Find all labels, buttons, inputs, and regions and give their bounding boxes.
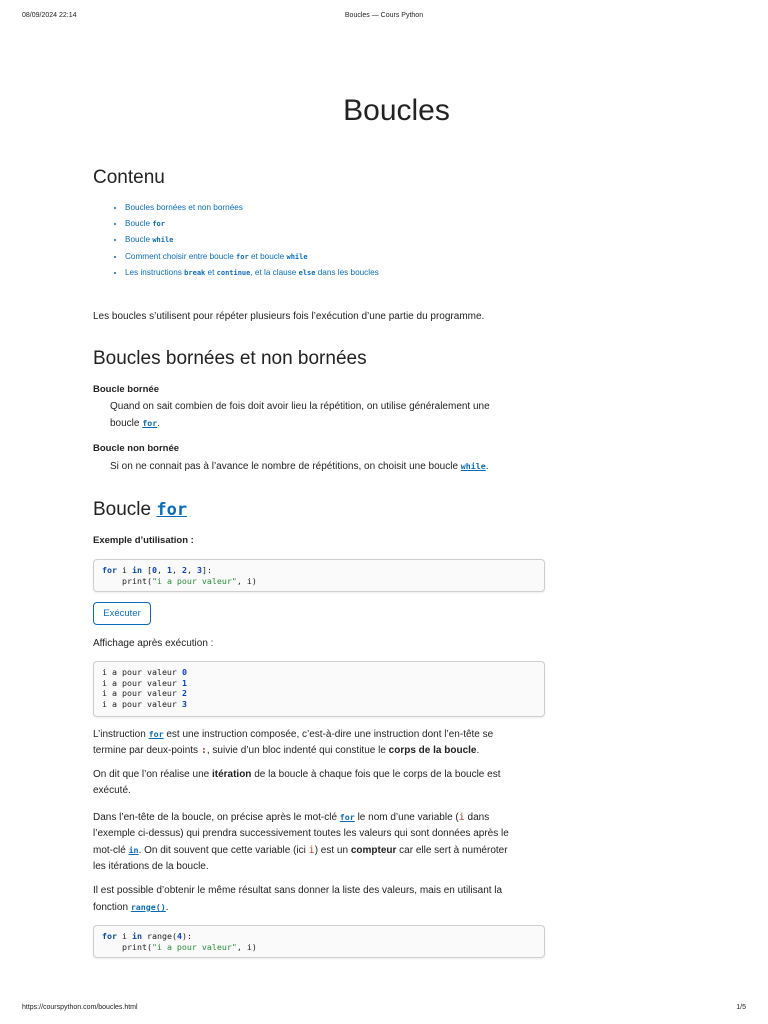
- p-text: mot-clé: [93, 845, 129, 856]
- p-bold: itération: [211, 769, 252, 780]
- p-text: est une instruction composée, c’est-à-dire une instruction dont l’en-tête se: [163, 729, 494, 740]
- code-num: 2: [182, 565, 187, 575]
- var-code: i: [458, 812, 465, 823]
- paragraph-counter: [93, 809, 553, 875]
- term-bounded: Boucle bornée: [93, 384, 159, 395]
- output-line: [102, 678, 536, 689]
- code-string: "i a pour valeur": [151, 575, 237, 586]
- code-kw: in: [132, 931, 142, 941]
- output-block: [93, 661, 545, 717]
- p-text: dans: [464, 812, 490, 823]
- toc-link-code: for: [152, 220, 165, 229]
- range-link[interactable]: range(): [130, 902, 166, 912]
- p-text: Dans l’en-tête de la boucle, on précise après le mot-clé: [93, 812, 340, 823]
- output-num: 3: [181, 698, 187, 709]
- def-bounded-line2: [110, 415, 160, 432]
- for-link[interactable]: for: [142, 418, 158, 428]
- output-line: [102, 699, 536, 710]
- p-bold: compteur: [350, 845, 397, 856]
- p-text: , suivie d’un bloc indenté qui constitue le: [206, 745, 389, 756]
- toc-link-text: Les instructions: [125, 267, 185, 277]
- p-text: Il est possible d’obtenir le même résultat sans donner la liste des valeurs, mais en utilisant la: [93, 885, 503, 896]
- toc-link[interactable]: [125, 268, 379, 277]
- p-text: termine par deux-points: [93, 745, 201, 756]
- p-text: ) est un: [314, 845, 351, 856]
- output-label: Affichage après exécution :: [93, 638, 214, 649]
- heading-text: Boucle: [93, 499, 157, 520]
- print-page-number: 1/5: [736, 1004, 746, 1011]
- toc-item-choose[interactable]: [125, 249, 379, 265]
- code-string: "i a pour valeur": [151, 941, 237, 952]
- for-link[interactable]: for: [148, 729, 164, 739]
- term-unbounded: Boucle non bornée: [93, 443, 180, 454]
- toc-link-text: et boucle: [248, 251, 287, 261]
- p-bold: corps de la boucle: [388, 745, 477, 756]
- toc-link-text: Comment choisir entre boucle: [125, 251, 237, 261]
- toc-link-code: while: [152, 236, 174, 245]
- toc-link[interactable]: [125, 252, 308, 261]
- paragraph-iteration: [93, 767, 553, 799]
- p-text: exécuté.: [93, 785, 131, 796]
- code-kw: for: [102, 931, 117, 941]
- toc-item-while[interactable]: [125, 232, 379, 248]
- toc-link-text: Boucle: [125, 235, 153, 245]
- p-text: les itérations de la boucle.: [93, 861, 209, 872]
- paragraph-compound: [93, 726, 553, 759]
- section-heading-for: [93, 499, 187, 521]
- run-button[interactable]: Exécuter: [93, 602, 151, 625]
- code-block-range[interactable]: for i in range(4): print("i a pour valeur", i): [93, 925, 545, 958]
- code-num: 3: [197, 565, 202, 575]
- code-kw: in: [132, 565, 142, 575]
- section-heading-bounded: Boucles bornées et non bornées: [93, 348, 367, 369]
- toc-link-text: , et la clause: [250, 267, 299, 277]
- output-text: i a pour valeur: [102, 667, 182, 677]
- toc-link-text: et: [205, 267, 217, 277]
- toc-link-text: Boucle: [125, 219, 153, 229]
- colon-code: :: [200, 745, 207, 756]
- print-url: https://courspython.com/boucles.html: [22, 1004, 138, 1011]
- p-text: car elle sert à numéroter: [396, 845, 508, 856]
- print-header: [0, 10, 768, 24]
- p-text: l’exemple ci-dessus) qui prendra successivement toutes les valeurs qui sont données après le: [93, 828, 509, 839]
- example-label: Exemple d’utilisation :: [93, 535, 194, 546]
- toc-link[interactable]: Boucles bornées et non bornées: [125, 203, 243, 212]
- output-text: i a pour valeur: [102, 677, 182, 688]
- def-text: boucle: [110, 418, 143, 429]
- in-link[interactable]: in: [128, 845, 139, 855]
- def-text: Si on ne connait pas à l’avance le nombre de répétitions, on choisit une boucle: [110, 461, 461, 472]
- p-text: de la boucle à chaque fois que le corps de la boucle est: [251, 769, 501, 780]
- period: .: [165, 902, 169, 913]
- for-link[interactable]: for: [339, 812, 355, 822]
- toc-link[interactable]: [125, 219, 165, 228]
- toc-link-code: continue: [216, 268, 251, 277]
- period: .: [476, 745, 480, 756]
- code-line: for: [102, 565, 117, 575]
- code-block-list[interactable]: for i in [0, 1, 2, 3]: print("i a pour valeur", i): [93, 559, 545, 592]
- toc-item-for[interactable]: [125, 216, 379, 232]
- print-title: Boucles — Cours Python: [344, 12, 424, 19]
- toc-link-code: break: [184, 268, 206, 277]
- intro-text: Les boucles s’utilisent pour répéter plusieurs fois l’exécution d’une partie du programme.: [93, 311, 485, 322]
- toc: [93, 167, 165, 189]
- p-text: . On dit souvent que cette variable (ici: [138, 845, 309, 856]
- toc-link-text: dans les boucles: [315, 267, 379, 277]
- code-num: 1: [167, 565, 172, 575]
- p-text: fonction: [93, 902, 131, 913]
- output-text: i a pour valeur: [102, 698, 182, 709]
- output-line: [102, 688, 536, 699]
- toc-list: [111, 200, 379, 281]
- toc-item-break[interactable]: [125, 265, 379, 281]
- var-code: i: [308, 845, 315, 856]
- output-num: 1: [181, 677, 187, 688]
- output-num: 0: [181, 667, 187, 677]
- output-num: 2: [181, 688, 187, 698]
- toc-item-bounded[interactable]: [125, 200, 379, 216]
- toc-link[interactable]: [125, 235, 173, 244]
- p-text: On dit que l’on réalise une: [93, 769, 212, 780]
- period: .: [157, 418, 161, 429]
- print-datetime: 08/09/2024 22:14: [22, 12, 77, 19]
- code-num: 0: [152, 565, 157, 575]
- def-unbounded: [110, 458, 489, 475]
- output-text: i a pour valeur: [102, 688, 182, 698]
- paragraph-range: [93, 883, 553, 916]
- code-num: 4: [176, 931, 182, 941]
- def-bounded-line1: Quand on sait combien de fois doit avoir lieu la répétition, on utilise généralement une: [110, 401, 490, 412]
- while-link[interactable]: while: [460, 461, 486, 471]
- p-text: le nom d’une variable (: [354, 812, 459, 823]
- toc-link-code: while: [286, 252, 308, 261]
- toc-link-code: for: [236, 252, 249, 261]
- heading-for-link[interactable]: for: [156, 500, 188, 520]
- output-line: [102, 667, 536, 678]
- page-title: Boucles: [343, 94, 450, 127]
- toc-heading: Contenu: [93, 167, 165, 188]
- toc-link-code: else: [298, 268, 316, 277]
- p-text: L’instruction: [93, 729, 149, 740]
- period: .: [485, 461, 489, 472]
